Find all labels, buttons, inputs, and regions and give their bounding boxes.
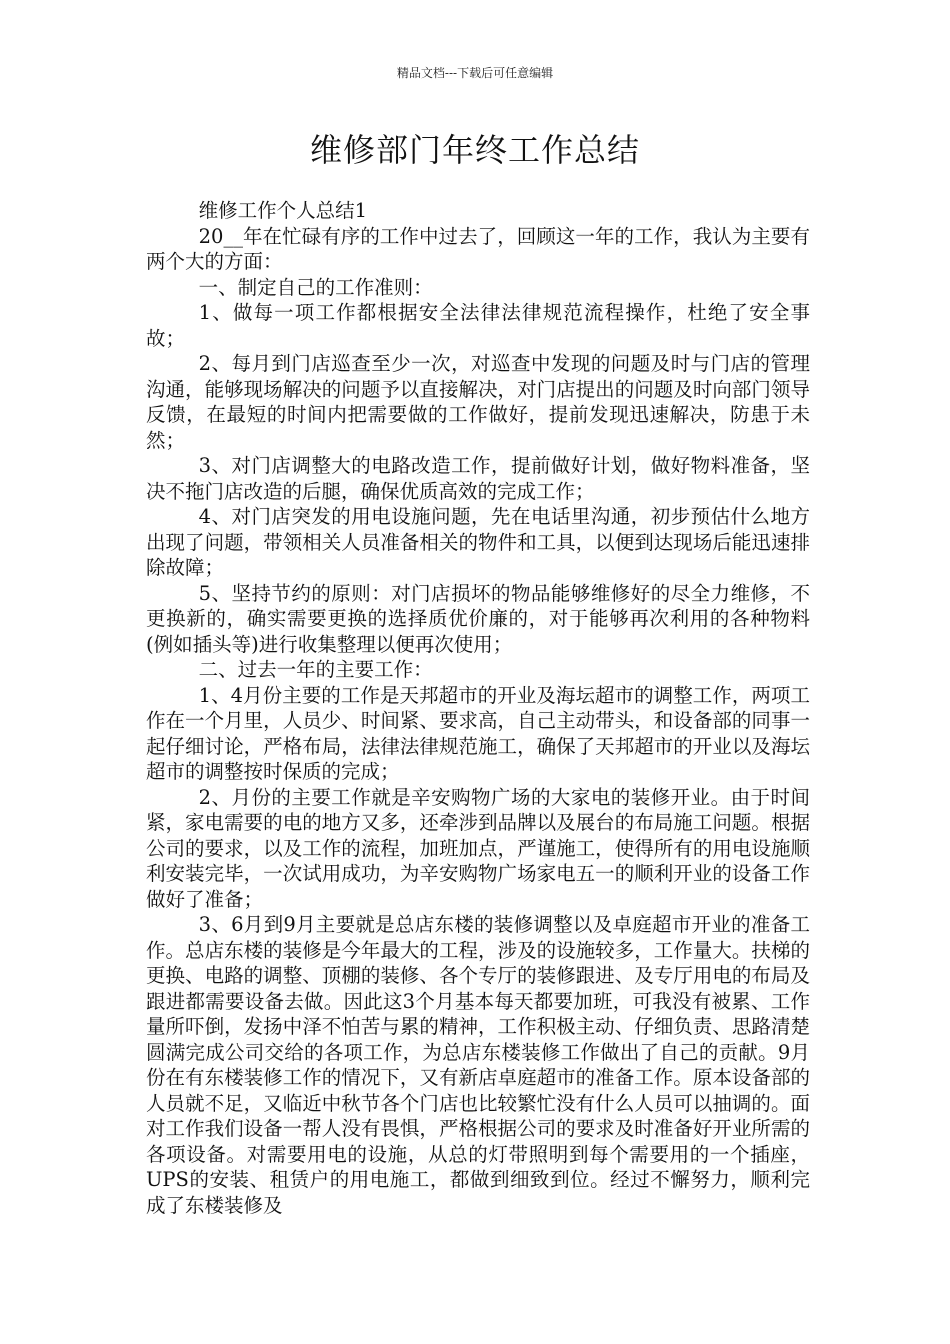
page-header-note: 精品文档---下载后可任意编辑 xyxy=(396,66,554,80)
principle-item-3: 3、对门店调整大的电路改造工作，提前做好计划，做好物料准备，坚决不拖门店改造的后腿，确保优质高效的完成工作； xyxy=(146,454,810,503)
section-heading-principles: 一、制定自己的工作准则： xyxy=(198,275,433,299)
work-item-1: 1、4月份主要的工作是天邦超市的开业及海坛超市的调整工作，两项工作在一个月里，人员少、时间紧、要求高，自己主动带头，和设备部的同事一起仔细讨论，严格布局，法律法律规范施工，确保了天邦超市的开业以及海坛超市的调整按时保质的完成； xyxy=(146,683,810,783)
section-subtitle: 维修工作个人总结1 xyxy=(198,199,368,222)
principle-item-5: 5、坚持节约的原则：对门店损坏的物品能够维修好的尽全力维修，不更换新的，确实需要更换的选择质优价廉的，对于能够再次利用的各种物料(例如插头等)进行收集整理以便再次使用； xyxy=(146,581,810,656)
section-heading-main-work: 二、过去一年的主要工作： xyxy=(198,658,433,681)
principle-item-4: 4、对门店突发的用电设施问题，先在电话里沟通，初步预估什么地方出现了问题，带领相关人员准备相关的物件和工具，以便到达现场后能迅速排除故障； xyxy=(146,505,810,579)
principle-item-1: 1、做每一项工作都根据安全法律法律规范流程操作，杜绝了安全事故； xyxy=(146,301,810,350)
intro-paragraph: 20__年在忙碌有序的工作中过去了，回顾这一年的工作，我认为主要有两个大的方面： xyxy=(146,224,810,273)
document-title: 维修部门年终工作总结 xyxy=(309,131,640,169)
document-body xyxy=(146,198,810,1218)
principle-item-2: 2、每月到门店巡查至少一次，对巡查中发现的问题及时与门店的管理沟通，能够现场解决的问题予以直接解决，对门店提出的问题及时向部门领导反馈，在最短的时间内把需要做的工作做好，提前发现迅速解决，防患于未然； xyxy=(146,352,810,452)
work-item-3: 3、6月到9月主要就是总店东楼的装修调整以及卓庭超市开业的准备工作。总店东楼的装修是今年最大的工程，涉及的设施较多，工作量大。扶梯的更换、电路的调整、顶棚的装修、各个专厅的装修跟进、及专厅用电的布局及跟进都需要设备去做。因此这3个月基本每天都要加班，可我没有被累、工作量所吓倒，发扬中泽不怕苦与累的精神，工作积极主动、仔细负责、思路清楚圆满完成公司交给的各项工作，为总店东楼装修工作做出了自己的贡献。9月份在有东楼装修工作的情况下，又有新店卓庭超市的准备工作。原本设备部的人员就不足，又临近中秋节各个门店也比较繁忙没有什么人员可以抽调的。面对工作我们设备一帮人没有畏惧，严格根据公司的要求及时准备好开业所需的各项设备。对需要用电的设施，从总的灯带照明到每个需要用的一个插座，UPS的安装、租赁户的用电施工，都做到细致到位。经过不懈努力，顺利完成了东楼装修及 xyxy=(146,913,810,1217)
work-item-2: 2、月份的主要工作就是辛安购物广场的大家电的装修开业。由于时间紧，家电需要的电的地方又多，还牵涉到品牌以及展台的布局施工问题。根据公司的要求，以及工作的流程，加班加点，严谨施工，使得所有的用电设施顺利安装完毕，一次试用成功，为辛安购物广场家电五一的顺利开业的设备工作做好了准备； xyxy=(146,785,810,911)
